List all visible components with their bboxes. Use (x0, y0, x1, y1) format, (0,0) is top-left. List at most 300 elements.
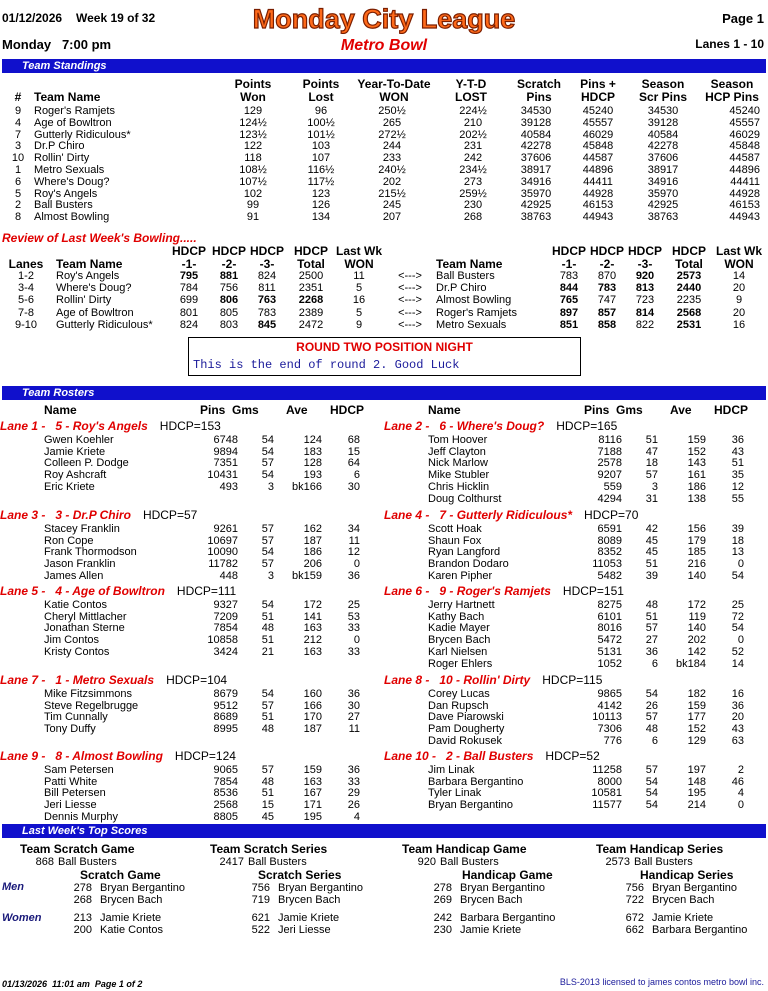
standings-ytd-lost: 234½ (459, 164, 487, 176)
player-pins: 4294 (597, 492, 622, 505)
women-top-name: Jamie Kriete (100, 912, 162, 924)
women-top-score: 242 (433, 912, 452, 924)
player-gms: 3 (651, 480, 658, 493)
roster-col-hdcp: HDCP (330, 403, 365, 417)
review-rtot: 2573 (676, 270, 702, 282)
review-rg1: 897 (559, 306, 579, 319)
review-lanes: 7-8 (18, 306, 34, 319)
team-label: 7 - Gutterly Ridiculous* (439, 508, 573, 522)
player-ave: bk184 (676, 657, 706, 670)
player-gms: 45 (645, 534, 658, 547)
standings-ytd-won: 244 (382, 140, 402, 153)
col-ytd-won: WON (379, 90, 409, 104)
review-rg2: 858 (597, 318, 617, 331)
col-num: # (14, 90, 22, 104)
player-hdcp: 35 (731, 469, 744, 482)
player-ave: 159 (687, 699, 706, 712)
rv-col-g2_top-right: HDCP (589, 244, 624, 258)
player-hdcp: 52 (731, 645, 744, 658)
player-gms: 57 (261, 699, 274, 712)
review-ltot: 2472 (298, 318, 324, 331)
player-pins: 448 (219, 569, 238, 582)
roster-player-row (0, 546, 384, 558)
rv-col-g1_top: HDCP (171, 244, 206, 258)
standings-scr: 34916 (520, 175, 552, 188)
team-label: 5 - Roy's Angels (55, 419, 148, 433)
standings-won: 118 (244, 152, 262, 165)
player-pins: 2578 (597, 457, 622, 470)
roster-player-row (384, 558, 768, 570)
player-gms: 57 (645, 469, 658, 482)
player-name: Dennis Murphy (44, 810, 118, 823)
rv-col-won_top-right: Last Wk (715, 244, 762, 258)
player-pins: 8536 (213, 787, 238, 800)
position-night-message: This is the end of round 2. Good Luck (193, 358, 460, 372)
men-top-name: Bryan Bergantino (100, 882, 185, 894)
team-hdcp: HDCP=115 (542, 673, 603, 687)
player-gms: 48 (261, 622, 274, 635)
lane-label: Lane 3 - (0, 508, 46, 522)
team-top-title: Team Scratch Series (210, 842, 328, 856)
rv-col-g3_top: HDCP (249, 244, 284, 258)
player-gms: 51 (645, 434, 658, 446)
rv-col-tot_top: HDCP (293, 244, 328, 258)
player-gms: 27 (645, 634, 658, 647)
review-lg1: 699 (179, 294, 199, 307)
men-top-score: 278 (73, 882, 92, 894)
player-name: Katie Contos (44, 599, 107, 611)
roster-col-name: Name (44, 403, 77, 417)
lane-label: Lane 7 - (0, 673, 46, 687)
standings-row (0, 199, 768, 211)
player-hdcp: 0 (737, 558, 744, 571)
player-name: Tim Cunnally (44, 711, 108, 724)
player-gms: 15 (261, 799, 274, 812)
player-ave: 206 (303, 558, 322, 571)
review-rtot: 2235 (676, 294, 702, 307)
standings-ytd-lost: 242 (463, 152, 483, 165)
rv-col-g3_bot: -3- (259, 257, 275, 271)
player-gms: 54 (645, 787, 658, 800)
standings-won: 91 (246, 211, 260, 224)
player-gms: 48 (645, 723, 658, 736)
player-ave: 216 (687, 558, 706, 571)
league-title-logo (238, 2, 530, 34)
player-gms: 48 (261, 775, 274, 788)
player-name: David Rokusek (428, 734, 502, 747)
player-gms: 54 (261, 546, 274, 559)
individual-category-title: Handicap Series (640, 868, 734, 882)
standings-hdcp: 44411 (583, 175, 613, 188)
player-hdcp: 25 (731, 599, 744, 611)
player-name: Cheryl Mittlacher (44, 610, 127, 623)
player-gms: 54 (645, 688, 658, 700)
men-top-score: 756 (251, 882, 270, 894)
player-pins: 9261 (213, 523, 238, 535)
player-ave: 177 (687, 711, 706, 724)
player-pins: 1052 (597, 657, 622, 670)
review-lt: Age of Bowltron (56, 306, 134, 319)
standings-shcp: 44411 (730, 175, 760, 188)
player-name: Mike Stubler (428, 469, 490, 482)
player-name: Ryan Langford (428, 546, 501, 559)
roster-player-row (0, 688, 384, 700)
player-ave: 179 (687, 534, 706, 547)
player-pins: 8805 (213, 810, 238, 823)
roster-lane-header (0, 419, 221, 433)
player-ave: 197 (687, 764, 706, 776)
women-top-name: Jamie Kriete (278, 912, 340, 924)
roster-player-row (0, 481, 384, 493)
lane-label: Lane 8 - (384, 673, 430, 687)
col-team: Team Name (34, 90, 101, 104)
player-name: Kristy Contos (44, 645, 110, 658)
team-hdcp: HDCP=52 (545, 749, 600, 763)
player-gms: 54 (261, 599, 274, 611)
player-pins: 10113 (592, 711, 622, 724)
team-top-score: 2417 (219, 856, 244, 868)
player-name: Kathy Bach (428, 610, 485, 623)
player-ave: 152 (687, 445, 706, 458)
roster-player-row (384, 723, 768, 735)
review-lg2: 803 (219, 318, 239, 331)
player-pins: 7209 (213, 610, 238, 623)
player-pins: 2568 (213, 799, 238, 812)
player-ave: 185 (687, 546, 706, 559)
player-name: Sam Petersen (44, 764, 114, 776)
player-gms: 54 (645, 799, 658, 812)
roster-player-row (384, 446, 768, 458)
roster-player-row (0, 457, 384, 469)
roster-col-hdcp-right: HDCP (714, 403, 749, 417)
player-name: Shaun Fox (428, 534, 482, 547)
team-hdcp: HDCP=57 (142, 508, 198, 522)
lane-label: Lane 2 - (384, 419, 430, 433)
roster-player-row (384, 646, 768, 658)
standings-lost: 123 (311, 187, 331, 200)
player-name: Stacey Franklin (44, 523, 120, 535)
player-ave: 163 (303, 622, 322, 635)
standings-hdcp: 44587 (582, 152, 614, 165)
player-name: Scott Hoak (428, 523, 482, 535)
review-ltot: 2268 (298, 294, 324, 307)
roster-player-row (384, 457, 768, 469)
player-name: Jason Franklin (44, 558, 116, 571)
player-name: Patti White (44, 775, 98, 788)
roster-lane-header (0, 749, 236, 763)
player-gms: 51 (645, 558, 658, 571)
player-name: Roger Ehlers (428, 657, 493, 670)
player-pins: 9065 (213, 764, 238, 776)
player-gms: 26 (645, 699, 658, 712)
col-shcp: HCP Pins (705, 90, 759, 104)
review-arrow: <---> (398, 294, 422, 307)
day-time: Monday 7:00 pm (2, 37, 112, 52)
standings-num: 5 (14, 187, 22, 200)
player-name: Brycen Bach (428, 634, 491, 647)
player-hdcp: 46 (731, 775, 744, 788)
rosters-bar (2, 386, 766, 400)
player-hdcp: 51 (731, 457, 744, 470)
standings-lost: 117½ (307, 175, 335, 188)
player-ave: 186 (687, 480, 706, 493)
player-pins: 9512 (213, 699, 238, 712)
roster-player-row (0, 469, 384, 481)
standings-hdcp: 46153 (582, 199, 614, 212)
player-name: Karl Nielsen (428, 645, 488, 658)
player-pins: 10697 (207, 534, 238, 547)
standings-ytd-lost: 231 (463, 140, 483, 153)
player-gms: 42 (645, 523, 658, 535)
team-top-name: Ball Busters (58, 856, 117, 868)
men-top-name: Brycen Bach (652, 894, 715, 906)
player-hdcp: 30 (347, 480, 360, 493)
player-gms: 57 (645, 764, 658, 776)
review-lwon: 9 (355, 318, 363, 331)
standings-shcp: 45557 (729, 116, 760, 129)
standings-row (0, 164, 768, 176)
standings-won: 129 (243, 105, 263, 117)
standings-ytd-won: 272½ (378, 128, 406, 141)
standings-num: 4 (14, 116, 22, 129)
rv-col-g1_top-right: HDCP (551, 244, 586, 258)
review-lt: Gutterly Ridiculous* (56, 318, 153, 331)
player-gms: 57 (261, 523, 274, 535)
roster-player-row (0, 622, 384, 634)
standings-won: 124½ (239, 116, 267, 129)
roster-player-row (384, 776, 768, 788)
team-hdcp: HDCP=153 (159, 419, 221, 433)
player-hdcp: 0 (353, 558, 360, 571)
col-hdcp-top: Pins + (580, 77, 616, 91)
player-gms: 48 (645, 599, 658, 611)
standings-sscr: 38917 (647, 164, 679, 176)
player-pins: 9894 (213, 445, 238, 458)
standings-num: 7 (14, 128, 22, 141)
standings-sscr: 34916 (647, 175, 679, 188)
standings-hdcp: 46029 (582, 128, 614, 141)
player-hdcp: 0 (737, 634, 744, 647)
team-top-title: Team Handicap Game (402, 842, 527, 856)
player-hdcp: 11 (348, 534, 360, 547)
player-hdcp: 13 (731, 546, 744, 559)
roster-player-row (384, 570, 768, 582)
player-hdcp: 43 (731, 445, 744, 458)
roster-col-ave-right: Ave (670, 403, 692, 417)
review-rt: Ball Busters (436, 270, 495, 282)
standings-team: Roger's Ramjets (34, 105, 115, 117)
standings-ytd-won: 245 (382, 199, 402, 212)
player-pins: 11053 (592, 558, 622, 571)
men-top-name: Bryan Bergantino (652, 882, 737, 894)
men-label: Men (2, 881, 24, 893)
team-hdcp: HDCP=104 (166, 673, 228, 687)
rv-col-lanes: Lanes (8, 257, 44, 271)
player-gms: 45 (645, 546, 658, 559)
standings-shcp: 45240 (729, 105, 760, 117)
standings-lost: 126 (311, 199, 331, 212)
player-pins: 8000 (597, 775, 622, 788)
footer-left: 01/13/2026 11:01 am Page 1 of 2 (2, 979, 143, 989)
women-top-name: Barbara Bergantino (460, 912, 556, 924)
roster-player-row (0, 646, 384, 658)
player-ave: 143 (687, 457, 706, 470)
standings-num: 2 (14, 199, 22, 212)
team-top-name: Ball Busters (248, 856, 307, 868)
women-top-score: 672 (625, 912, 644, 924)
player-gms: 51 (261, 634, 274, 647)
roster-player-row (0, 434, 384, 446)
player-hdcp: 4 (737, 787, 744, 800)
player-pins: 8275 (597, 599, 622, 611)
review-rg3: 814 (635, 306, 655, 319)
roster-lane-header (384, 508, 638, 522)
player-name: Eric Kriete (44, 480, 95, 493)
player-pins: 8016 (597, 622, 622, 635)
review-rt: Almost Bowling (436, 294, 512, 307)
men-top-name: Bryan Bergantino (278, 882, 363, 894)
player-name: Doug Colthurst (428, 492, 502, 505)
roster-lane-header (0, 584, 236, 598)
top-scores-title: Last Week's Top Scores (22, 825, 148, 837)
men-top-score: 756 (625, 882, 644, 894)
rv-col-won_bot: WON (344, 257, 374, 271)
position-night-title: ROUND TWO POSITION NIGHT (296, 340, 473, 354)
player-name: Mike Fitzsimmons (44, 688, 133, 700)
standings-sscr: 39128 (647, 116, 679, 129)
review-rwon: 14 (732, 270, 746, 282)
standings-shcp: 44587 (729, 152, 760, 165)
review-rg3: 723 (635, 294, 655, 307)
review-row (0, 307, 768, 319)
review-arrow: <---> (398, 282, 422, 295)
team-hdcp: HDCP=124 (174, 749, 236, 763)
standings-team: Rollin' Dirty (34, 152, 90, 165)
review-row (0, 270, 768, 282)
review-lt: Where's Doug? (56, 282, 132, 295)
team-top-name: Ball Busters (440, 856, 499, 868)
player-pins: 7854 (213, 775, 238, 788)
player-pins: 8116 (598, 434, 622, 446)
standings-lost: 134 (311, 211, 331, 224)
team-label: 3 - Dr.P Chiro (55, 508, 131, 522)
review-rg1: 851 (559, 318, 579, 331)
player-name: Roy Ashcraft (44, 469, 107, 482)
review-lg2: 756 (219, 282, 239, 295)
player-gms: 51 (261, 610, 274, 623)
player-name: Gwen Koehler (44, 434, 114, 446)
player-name: James Allen (44, 569, 104, 582)
player-pins: 8995 (213, 723, 238, 736)
player-ave: 119 (688, 610, 706, 623)
standings-shcp: 45848 (729, 140, 760, 153)
player-hdcp: 36 (347, 764, 360, 776)
standings-scr: 37606 (520, 152, 552, 165)
standings-sscr: 37606 (647, 152, 679, 165)
women-top-name: Jamie Kriete (460, 924, 522, 936)
player-name: Colleen P. Dodge (44, 457, 129, 470)
rv-col-won_top: Last Wk (335, 244, 382, 258)
standings-sscr: 35970 (647, 187, 679, 200)
women-top-name: Katie Contos (100, 924, 163, 936)
roster-player-row (0, 799, 384, 811)
review-lg3: 783 (257, 306, 277, 319)
roster-player-row (384, 535, 768, 547)
women-top-score: 621 (251, 912, 270, 924)
roster-player-row (384, 764, 768, 776)
roster-player-row (384, 481, 768, 493)
player-pins: 10431 (207, 469, 238, 482)
rosters-title: Team Rosters (22, 387, 95, 399)
player-ave: 166 (303, 699, 322, 712)
player-ave: 128 (303, 457, 322, 470)
col-won-top: Points (234, 77, 272, 91)
standings-team: Roy's Angels (34, 187, 98, 200)
men-top-name: Brycen Bach (100, 894, 163, 906)
player-name: Dave Piarowski (428, 711, 504, 724)
roster-player-row (384, 799, 768, 811)
player-name: Steve Regelbrugge (44, 699, 139, 712)
individual-category-title: Handicap Game (462, 868, 553, 882)
standings-ytd-lost: 230 (463, 199, 483, 212)
col-lost-top: Points (302, 77, 340, 91)
player-name: Bryan Bergantino (428, 799, 513, 812)
women-top-score: 213 (73, 912, 92, 924)
standings-team: Ball Busters (34, 199, 93, 212)
roster-player-row (384, 469, 768, 481)
rv-col-team-right: Team Name (436, 257, 503, 271)
team-hdcp: HDCP=70 (584, 508, 639, 522)
standings-row (0, 105, 768, 117)
player-ave: bk166 (292, 480, 322, 493)
review-rtot: 2531 (676, 318, 702, 331)
standings-ytd-won: 207 (382, 211, 402, 224)
player-hdcp: 53 (347, 610, 360, 623)
player-ave: 163 (303, 645, 322, 658)
player-gms: 54 (645, 775, 658, 788)
col-ytd-lost-top: Y-T-D (455, 77, 487, 91)
women-top-name: Barbara Bergantino (652, 924, 748, 936)
player-pins: 8089 (597, 534, 622, 547)
player-pins: 11577 (592, 799, 622, 812)
rv-col-g2_bot-right: -2- (599, 257, 615, 271)
player-ave: 182 (687, 688, 706, 700)
standings-team: Where's Doug? (34, 175, 110, 188)
review-rg2: 747 (597, 294, 617, 307)
standings-row (0, 176, 768, 188)
team-top-score: 868 (35, 856, 54, 868)
player-ave: 161 (687, 469, 706, 482)
standings-ytd-won: 202 (382, 175, 402, 188)
standings-row (0, 188, 768, 200)
player-name: Barbara Bergantino (428, 775, 524, 788)
player-pins: 11258 (592, 764, 622, 776)
standings-won: 122 (243, 140, 263, 153)
standings-num: 6 (14, 175, 22, 188)
standings-scr: 40584 (520, 128, 552, 141)
player-gms: 57 (645, 711, 658, 724)
standings-sscr: 38763 (647, 211, 679, 224)
player-name: Jeff Clayton (428, 445, 486, 458)
roster-col-pins-right: Pins (584, 403, 610, 417)
player-pins: 7351 (213, 457, 238, 470)
standings-team: Dr.P Chiro (34, 140, 85, 153)
roster-player-row (0, 764, 384, 776)
player-ave: 163 (303, 775, 322, 788)
roster-player-row (384, 735, 768, 747)
review-rwon: 16 (732, 318, 746, 331)
player-pins: 559 (603, 480, 622, 493)
